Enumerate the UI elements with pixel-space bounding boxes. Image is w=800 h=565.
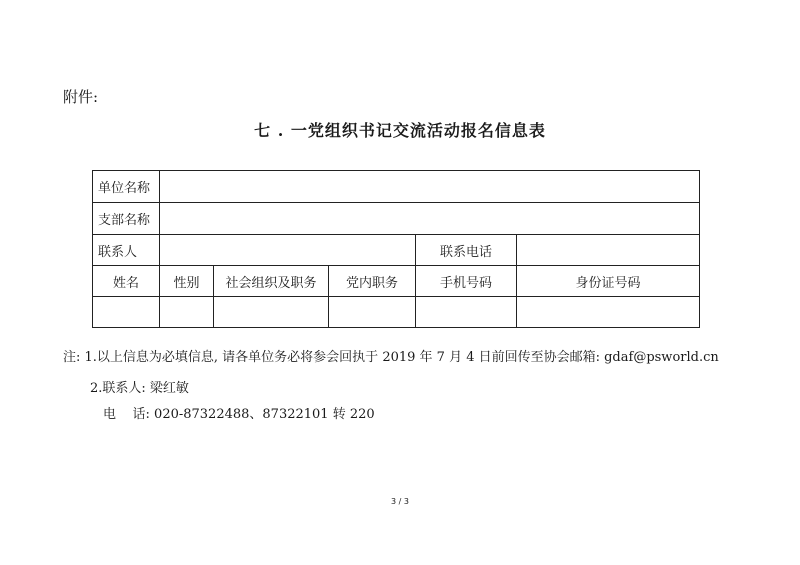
unit-name-field[interactable] bbox=[160, 171, 700, 203]
column-header: 姓名 bbox=[93, 266, 160, 297]
column-header: 身份证号码 bbox=[517, 266, 700, 297]
contact-phone-field[interactable] bbox=[517, 235, 700, 266]
contact-field[interactable] bbox=[160, 235, 416, 266]
page-number: 3 / 3 bbox=[391, 497, 409, 506]
column-header-row bbox=[93, 266, 700, 297]
attachment-label: 附件: bbox=[63, 88, 99, 106]
organization-cell[interactable] bbox=[214, 297, 329, 328]
branch-name-row bbox=[93, 203, 700, 235]
gender-cell[interactable] bbox=[160, 297, 214, 328]
table-row bbox=[93, 297, 700, 328]
id-number-cell[interactable] bbox=[517, 297, 700, 328]
note-line-2: 2.联系人: 梁红敏 bbox=[90, 381, 189, 396]
contact-label: 联系人 bbox=[93, 235, 160, 266]
unit-name-label: 单位名称 bbox=[93, 171, 160, 203]
form-title: 七 . 一党组织书记交流活动报名信息表 bbox=[254, 121, 546, 140]
note-line-3: 电 话: 020-87322488、87322101 转 220 bbox=[103, 407, 375, 422]
branch-name-label: 支部名称 bbox=[93, 203, 160, 235]
branch-name-field[interactable] bbox=[160, 203, 700, 235]
mobile-cell[interactable] bbox=[416, 297, 517, 328]
column-header: 性别 bbox=[160, 266, 214, 297]
column-header: 手机号码 bbox=[416, 266, 517, 297]
party-position-cell[interactable] bbox=[329, 297, 416, 328]
unit-name-row bbox=[93, 171, 700, 203]
column-header: 党内职务 bbox=[329, 266, 416, 297]
contact-phone-label: 联系电话 bbox=[416, 235, 517, 266]
name-cell[interactable] bbox=[93, 297, 160, 328]
contact-row bbox=[93, 235, 700, 266]
note-line-1: 注: 1.以上信息为必填信息, 请各单位务必将参会回执于 2019 年 7 月 4 日前回传至协会邮箱: gdaf@psworld.cn bbox=[63, 350, 719, 365]
registration-table bbox=[92, 170, 700, 328]
column-header: 社会组织及职务 bbox=[214, 266, 329, 297]
